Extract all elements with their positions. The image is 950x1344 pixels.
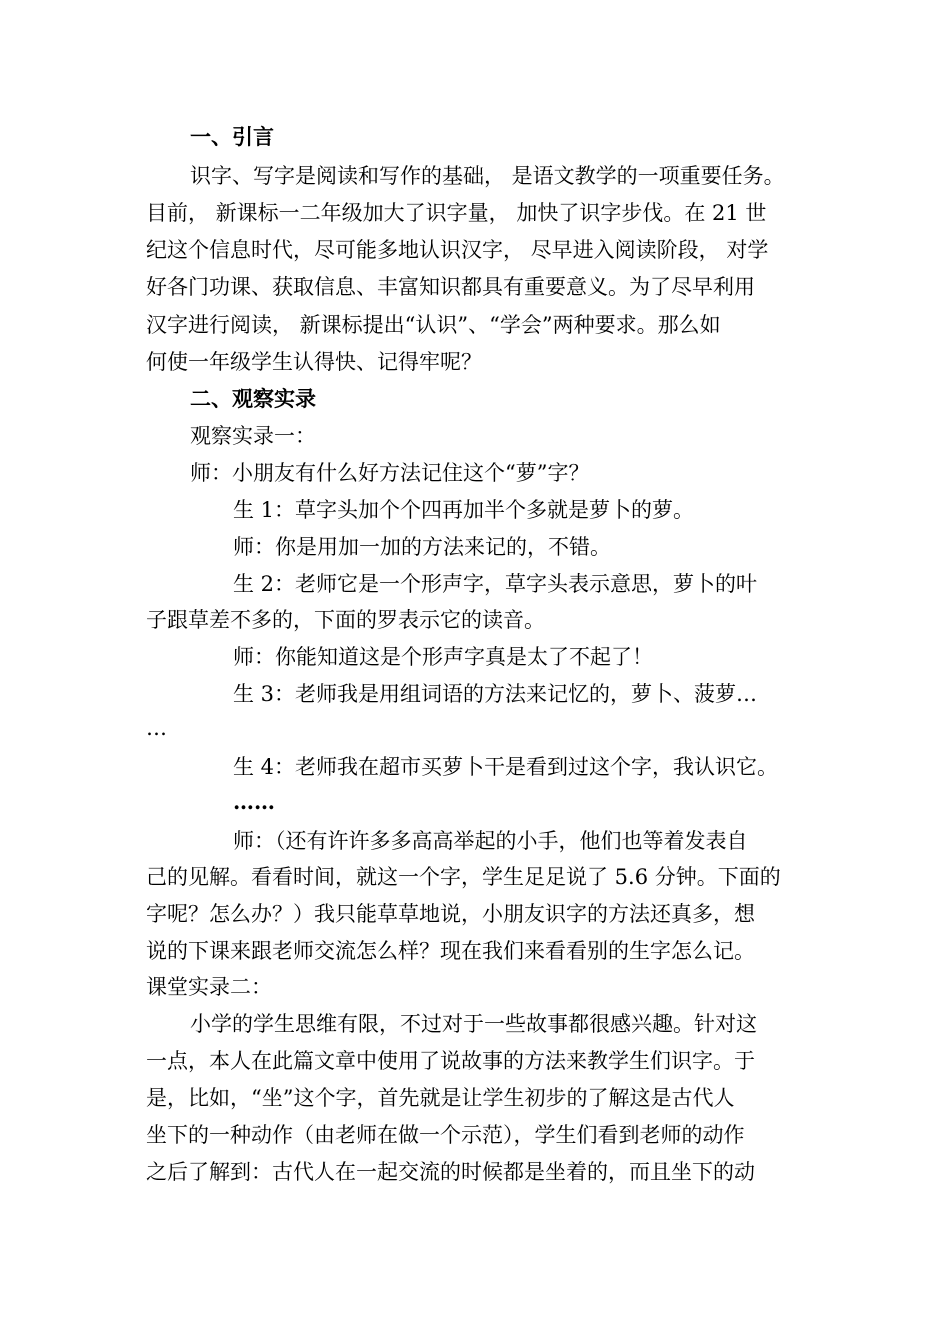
teacher-question: 师：小朋友有什么好方法记住这个“萝”字？	[190, 461, 590, 485]
paragraph-line: 之后了解到：古代人在一起交流的时候都是坐着的，而且坐下的动	[146, 1160, 755, 1184]
paragraph-line: 汉字进行阅读， 新课标提出“认识”、“学会”两种要求。那么如	[146, 313, 721, 337]
ellipsis-line: ……	[233, 789, 275, 814]
paragraph-line: 纪这个信息时代，尽可能多地认识汉字， 尽早进入阅读阶段， 对学	[146, 238, 769, 262]
paragraph-line: 目前， 新课标一二年级加大了识字量， 加快了识字步伐。在 21 世	[146, 201, 767, 225]
record2-title: 课堂实录二：	[146, 975, 272, 999]
dialogue-line: 生 1：草字头加个个四再加半个多就是萝卜的萝。	[233, 498, 695, 522]
paragraph-line: 好各门功课、获取信息、丰富知识都具有重要意义。为了尽早利用	[146, 275, 755, 299]
paragraph-line: 何使一年级学生认得快、记得牢呢？	[146, 350, 482, 374]
dialogue-line: 己的见解。看看时间，就这一个字，学生足足说了 5.6 分钟。下面的	[146, 865, 781, 889]
section-heading-intro: 一、引言	[190, 124, 274, 149]
dialogue-line: 字呢？怎么办？）我只能草草地说，小朋友识字的方法还真多，想	[146, 902, 755, 926]
dialogue-line: 说的下课来跟老师交流怎么样？现在我们来看看别的生字怎么记。	[146, 939, 755, 963]
dialogue-line: 师：你能知道这是个形声字真是太了不起了！	[233, 645, 653, 669]
paragraph-line: 识字、写字是阅读和写作的基础， 是语文教学的一项重要任务。	[190, 164, 785, 188]
dialogue-line: 师：你是用加一加的方法来记的，不错。	[233, 535, 611, 559]
section-heading-observation: 二、观察实录	[190, 386, 316, 411]
dialogue-line: 子跟草差不多的，下面的罗表示它的读音。	[146, 608, 545, 632]
dialogue-line: 师：（还有许许多多高高举起的小手，他们也等着发表自	[233, 829, 748, 853]
dialogue-line: 生 4：老师我在超市买萝卜干是看到过这个字，我认识它。	[233, 755, 779, 779]
dialogue-line: 生 3：老师我是用组词语的方法来记忆的，萝卜、菠萝…	[233, 682, 758, 706]
paragraph-line: 一点，本人在此篇文章中使用了说故事的方法来教学生们识字。于	[146, 1049, 755, 1073]
paragraph-line: 是，比如，“坐”这个字，首先就是让学生初步的了解这是古代人	[146, 1086, 735, 1110]
dialogue-line: …	[146, 716, 167, 740]
dialogue-line: 生 2：老师它是一个形声字，草字头表示意思，萝卜的叶	[233, 572, 758, 596]
paragraph-line: 坐下的一种动作（由老师在做一个示范），学生们看到老师的动作	[146, 1123, 745, 1147]
record1-title: 观察实录一：	[190, 424, 316, 448]
paragraph-line: 小学的学生思维有限，不过对于一些故事都很感兴趣。针对这	[190, 1012, 757, 1036]
